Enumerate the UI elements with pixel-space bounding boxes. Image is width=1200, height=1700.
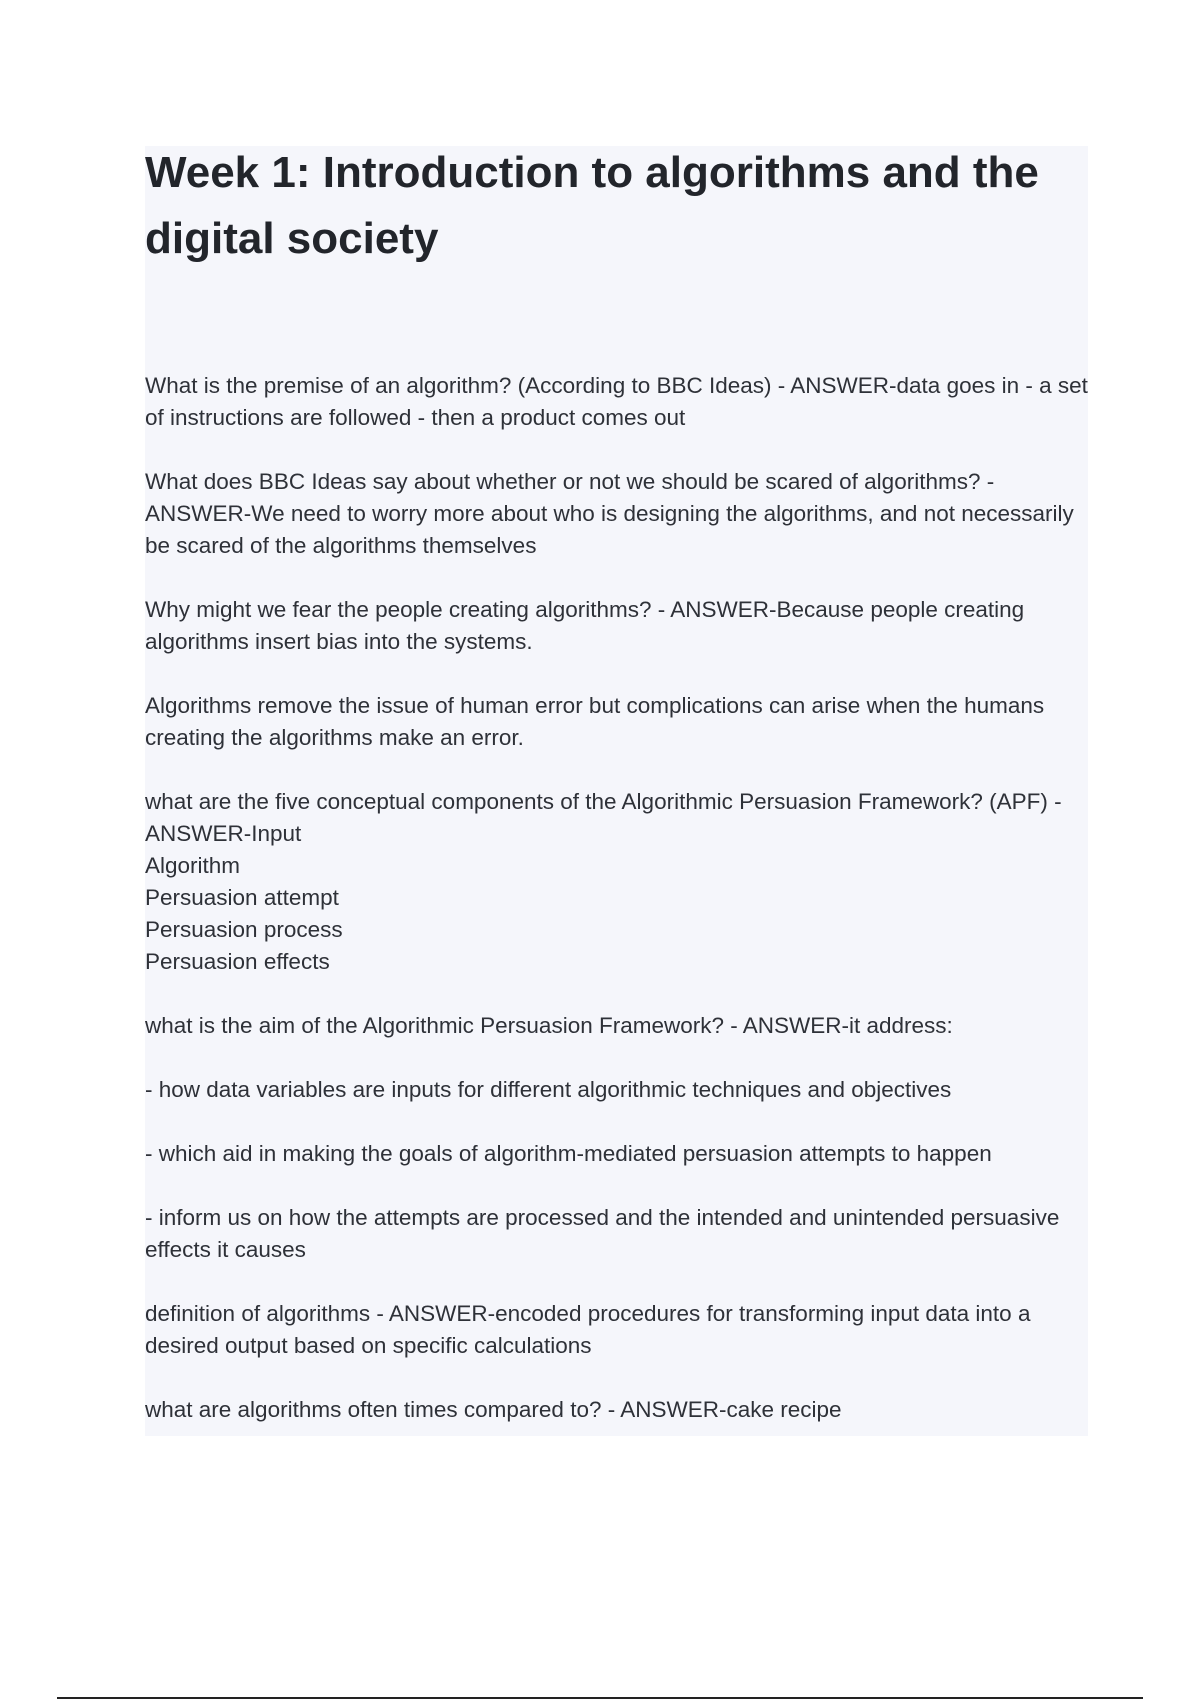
qa-paragraph-fear-people: Why might we fear the people creating algorithms? - ANSWER-Because people creating algorithms insert bias into the systems. <box>145 597 1025 654</box>
qa-bullet-data-variables: - how data variables are inputs for different algorithmic techniques and objectives <box>145 1077 952 1102</box>
qa-paragraph-comparison: what are algorithms often times compared to? - ANSWER-cake recipe <box>145 1397 842 1422</box>
footer-divider <box>57 1697 1143 1699</box>
qa-bullet-goals: - which aid in making the goals of algorithm-mediated persuasion attempts to happen <box>145 1141 992 1166</box>
qa-paragraph-premise: What is the premise of an algorithm? (According to BBC Ideas) - ANSWER-data goes in - a set of instructions are followed - then a product comes out <box>145 373 1088 430</box>
page-title: Week 1: Introduction to algorithms and the digital society <box>145 148 1039 263</box>
qa-list <box>145 370 1095 1458</box>
qa-paragraph-scared: What does BBC Ideas say about whether or not we should be scared of algorithms? - ANSWER-We need to worry more about who is designing the algorithms, and not necessarily be scared of the algorithms themselves <box>145 469 1074 558</box>
qa-paragraph-human-error: Algorithms remove the issue of human error but complications can arise when the humans creating the algorithms make an error. <box>145 693 1045 750</box>
qa-paragraph-apf-components: what are the five conceptual components of the Algorithmic Persuasion Framework? (APF) - ANSWER-Input Algorithm Persuasion attempt Persuasion process Persuasion effects <box>145 789 1062 974</box>
qa-paragraph-apf-aim: what is the aim of the Algorithmic Persuasion Framework? - ANSWER-it address: <box>145 1013 953 1038</box>
qa-bullet-inform: - inform us on how the attempts are processed and the intended and unintended persuasive effects it causes <box>145 1205 1060 1262</box>
qa-paragraph-definition: definition of algorithms - ANSWER-encoded procedures for transforming input data into a desired output based on specific calculations <box>145 1301 1031 1358</box>
